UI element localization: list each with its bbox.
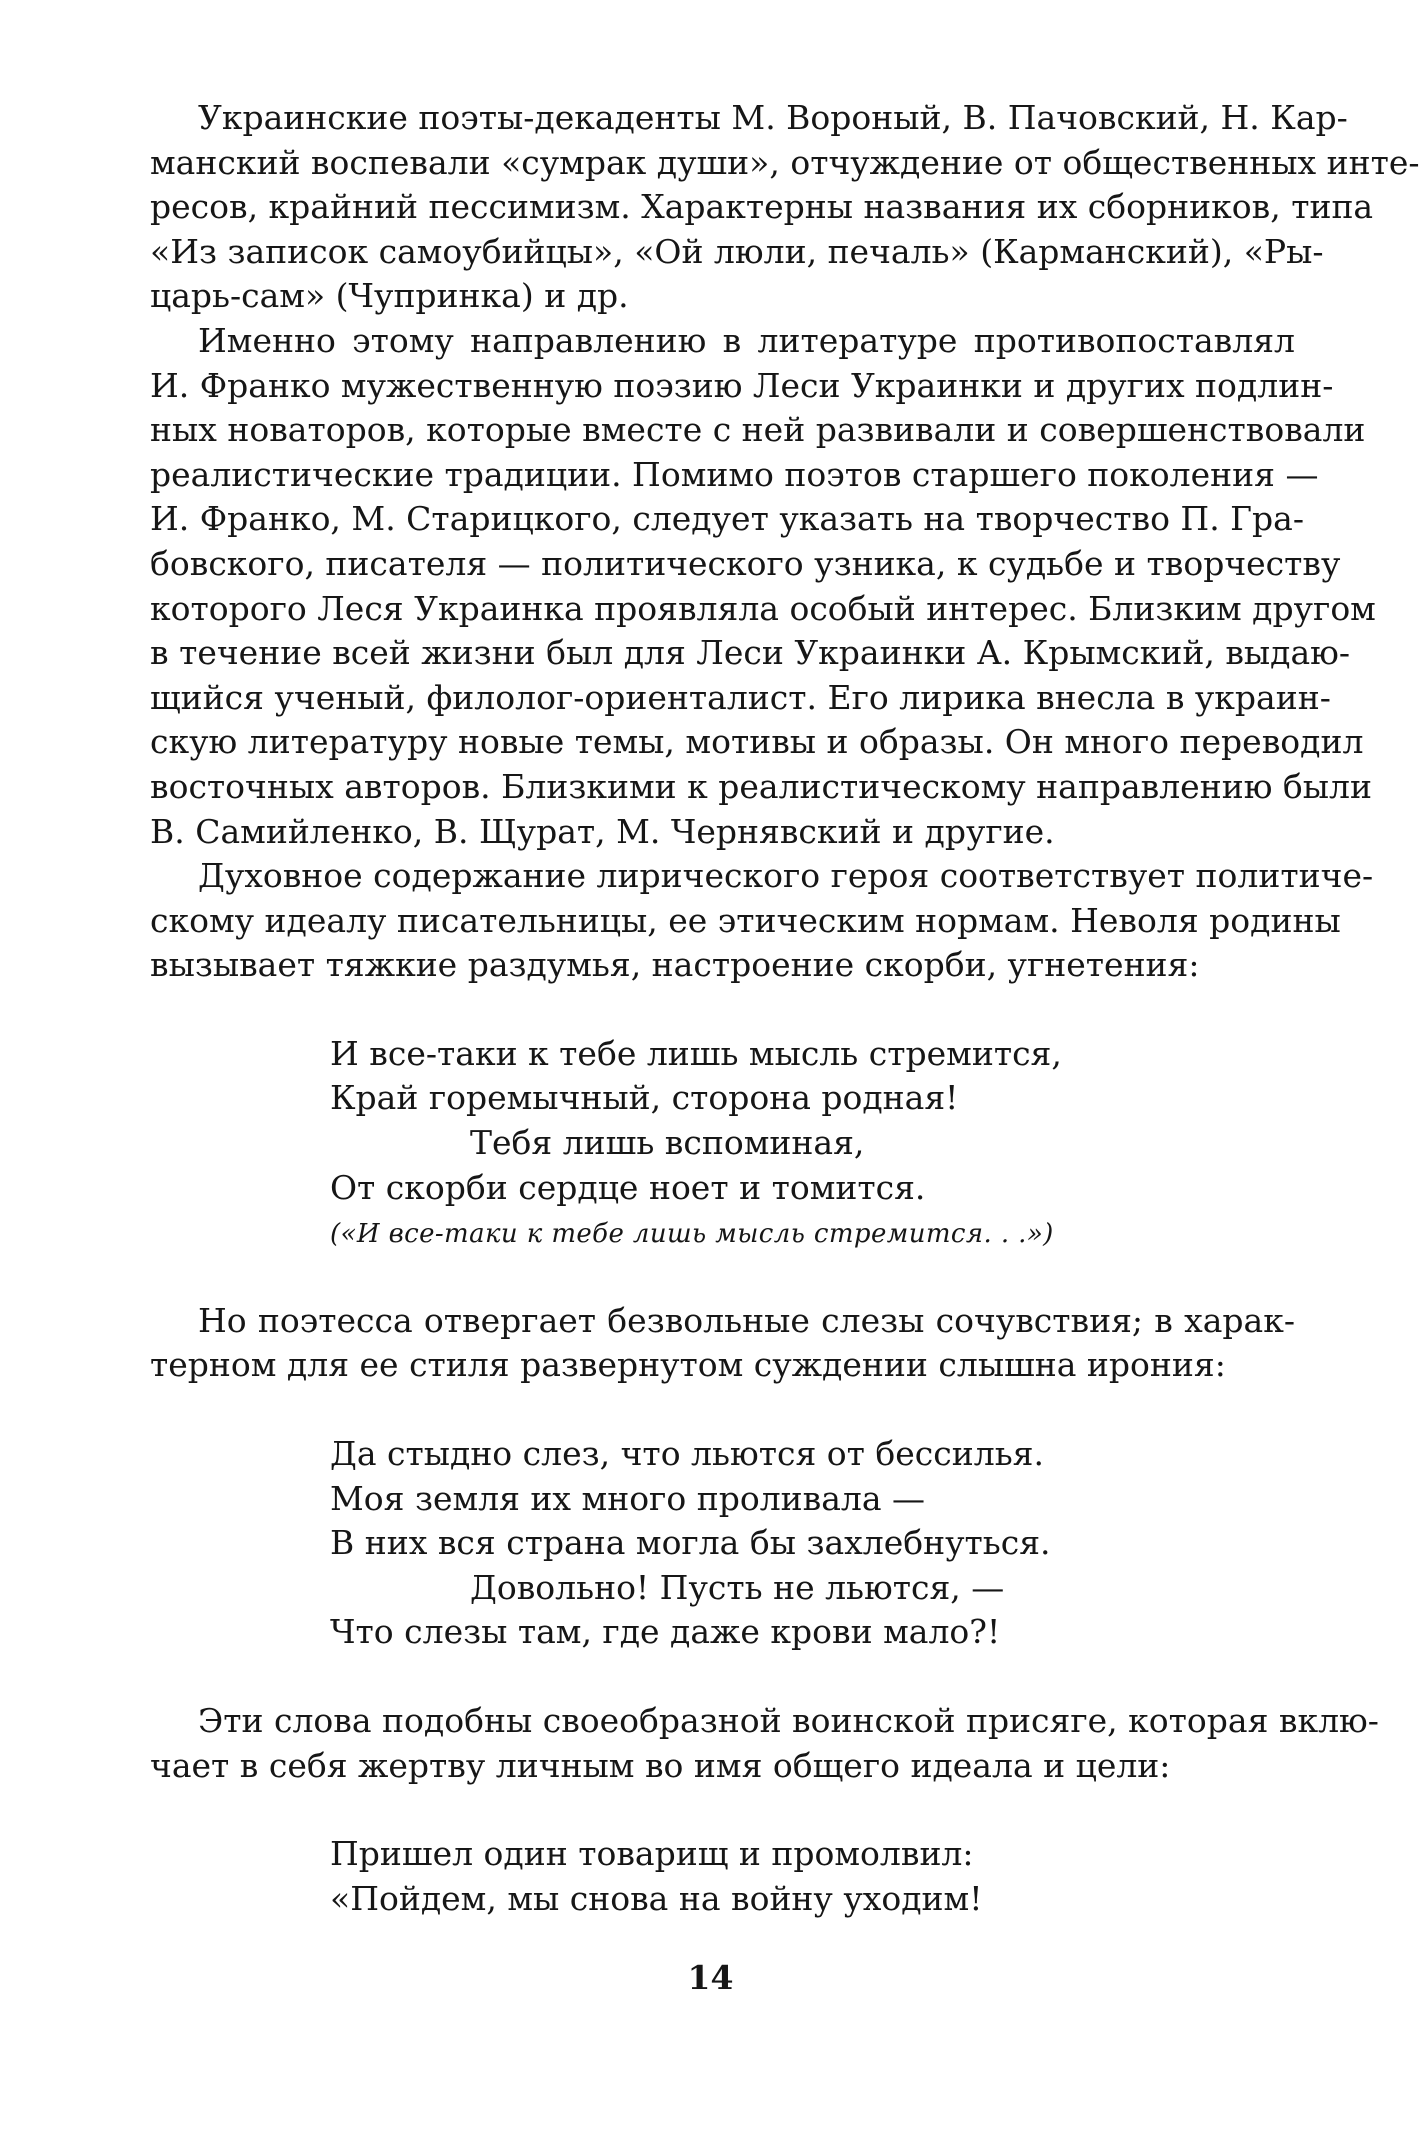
page-content xyxy=(150,96,1420,1921)
verse-line: Тебя лишь вспоминая, xyxy=(470,1123,865,1163)
paragraph-2 xyxy=(150,319,1376,854)
paragraph-5 xyxy=(150,1699,1379,1788)
text-line: реалистические традиции. Помимо поэтов старшего поколения — xyxy=(150,454,1319,494)
text-line: Духовное содержание лирического героя соответствует политиче- xyxy=(198,856,1374,896)
text-line: терном для ее стиля развернутом суждении слышна ирония: xyxy=(150,1345,1226,1385)
text-line: Именно этому направлению в литературе противопоставлял xyxy=(198,320,1295,360)
verse-line: Довольно! Пусть не льются, — xyxy=(470,1567,1005,1607)
page-number: 14 xyxy=(687,1958,734,1997)
text-line: И. Франко мужественную поэзию Леси Украинки и других подлин- xyxy=(150,365,1334,405)
paragraph-1 xyxy=(150,96,1420,319)
verse-line: Край горемычный, сторона родная! xyxy=(330,1078,959,1118)
text-line: ных новаторов, которые вместе с ней развивали и совершенствовали xyxy=(150,410,1366,450)
verse-line: Пришел один товарищ и промолвил: xyxy=(330,1834,974,1874)
verse-line: В них вся страна могла бы захлебнуться. xyxy=(330,1523,1051,1563)
paragraph-4 xyxy=(150,1299,1295,1388)
verse-line: «Пойдем, мы снова на войну уходим! xyxy=(330,1878,983,1918)
text-line: И. Франко, М. Старицкого, следует указать на творчество П. Гра- xyxy=(150,499,1304,539)
verse-line: Что слезы там, где даже крови мало?! xyxy=(330,1612,1001,1652)
paragraph-3 xyxy=(150,854,1374,988)
text-line: «Из записок самоубийцы», «Ой люли, печаль» (Карманский), «Ры- xyxy=(150,231,1324,271)
verse-line: Да стыдно слез, что льются от бессилья. xyxy=(330,1434,1044,1474)
text-line: вызывает тяжкие раздумья, настроение скорби, угнетения: xyxy=(150,945,1200,985)
text-line: в течение всей жизни был для Леси Украинки А. Крымский, выдаю- xyxy=(150,633,1351,673)
text-line: которого Леся Украинка проявляла особый интерес. Близким другом xyxy=(150,588,1376,628)
text-line: скому идеалу писательницы, ее этическим нормам. Неволя родины xyxy=(150,900,1341,940)
poem-quote-2 xyxy=(150,1432,1295,1655)
text-line: скую литературу новые темы, мотивы и образы. Он много переводил xyxy=(150,722,1364,762)
text-line: манский воспевали «сумрак души», отчуждение от общественных инте- xyxy=(150,142,1420,182)
text-line: Украинские поэты-декаденты М. Вороный, В. Пачовский, Н. Кар- xyxy=(198,98,1348,137)
poem-quote-1 xyxy=(150,1032,1295,1257)
poem-source-caption: («И все-таки к тебе лишь мысль стремится. . .») xyxy=(330,1219,1054,1250)
text-line: В. Самийленко, В. Щурат, М. Чернявский и другие. xyxy=(150,811,1055,851)
text-line: Эти слова подобны своеобразной воинской присяге, которая вклю- xyxy=(198,1701,1379,1740)
verse-line: И все-таки к тебе лишь мысль стремится, xyxy=(330,1033,1062,1073)
text-line: щийся ученый, филолог-ориенталист. Его лирика внесла в украин- xyxy=(150,677,1331,717)
text-line: бовского, писателя — политического узника, к судьбе и творчеству xyxy=(150,543,1341,583)
text-line: чает в себя жертву личным во имя общего идеала и цели: xyxy=(150,1745,1171,1785)
text-line: ресов, крайний пессимизм. Характерны названия их сборников, типа xyxy=(150,187,1374,227)
verse-line: Моя земля их много проливала — xyxy=(330,1478,926,1518)
verse-line: От скорби сердце ноет и томится. xyxy=(330,1167,926,1207)
text-line: царь-сам» (Чупринка) и др. xyxy=(150,276,629,316)
poem-quote-3 xyxy=(150,1832,1295,1921)
text-line: восточных авторов. Близкими к реалистическому направлению были xyxy=(150,766,1372,806)
text-line: Но поэтесса отвергает безвольные слезы сочувствия; в харак- xyxy=(198,1300,1295,1340)
